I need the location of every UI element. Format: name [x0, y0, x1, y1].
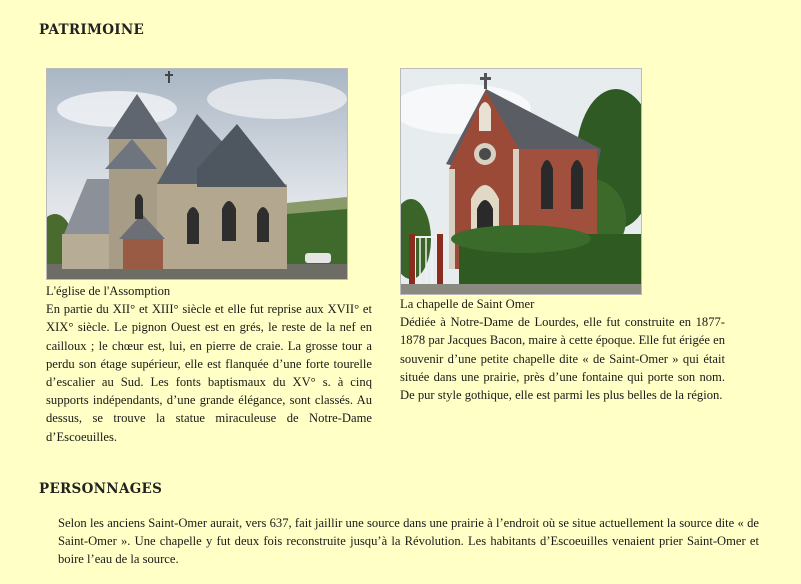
church-title: L'église de l'Assomption — [46, 284, 171, 298]
church-caption — [46, 282, 372, 446]
chapel-photo — [400, 68, 642, 295]
church-photo — [46, 68, 348, 280]
section-title-patrimoine: PATRIMOINE — [39, 22, 145, 38]
chapel-description: Dédiée à Notre-Dame de Lourdes, elle fut construite en 1877-1878 par Jacques Bacon, maire à cette époque. Elle fut érigée en souvenir d’une petite chapelle dite « de Saint-Omer » qui était située dans une prairie, près d’une fontaine qui porte son nom. De pur style gothique, elle est parmi les plus belles de la région. — [400, 315, 725, 403]
section-title-personnages: PERSONNAGES — [39, 481, 163, 497]
chapel-caption — [400, 295, 725, 404]
chapel-title: La chapelle de Saint Omer — [400, 297, 535, 311]
church-description: En partie du XII° et XIII° siècle et elle fut reprise aux XVII° et XIX° siècle. Le pignon Ouest est en grés, le reste de la nef en cailloux ; le chœur est, lui, en pierre de craie. La grosse tour a perdu son étage supérieur, elle est flanquée d’une forte tourelle d’escalier au Sud. Les fonts baptismaux du XV° s. à cinq supports indépendants, d’une grande élégance, sont classés. Au dessus, se trouve la statue miraculeuse de Notre-Dame d’Escoeuilles. — [46, 302, 372, 444]
personnages-paragraph: Selon les anciens Saint-Omer aurait, vers 637, fait jaillir une source dans une prairie à l’endroit où se situe actuellement la source dite « de Saint-Omer ». Une chapelle y fut deux fois reconstruite jusqu’à la Révolution. Les habitants d’Escoeuilles venaient prier Saint-Omer et boire l’eau de la source. — [58, 516, 759, 567]
